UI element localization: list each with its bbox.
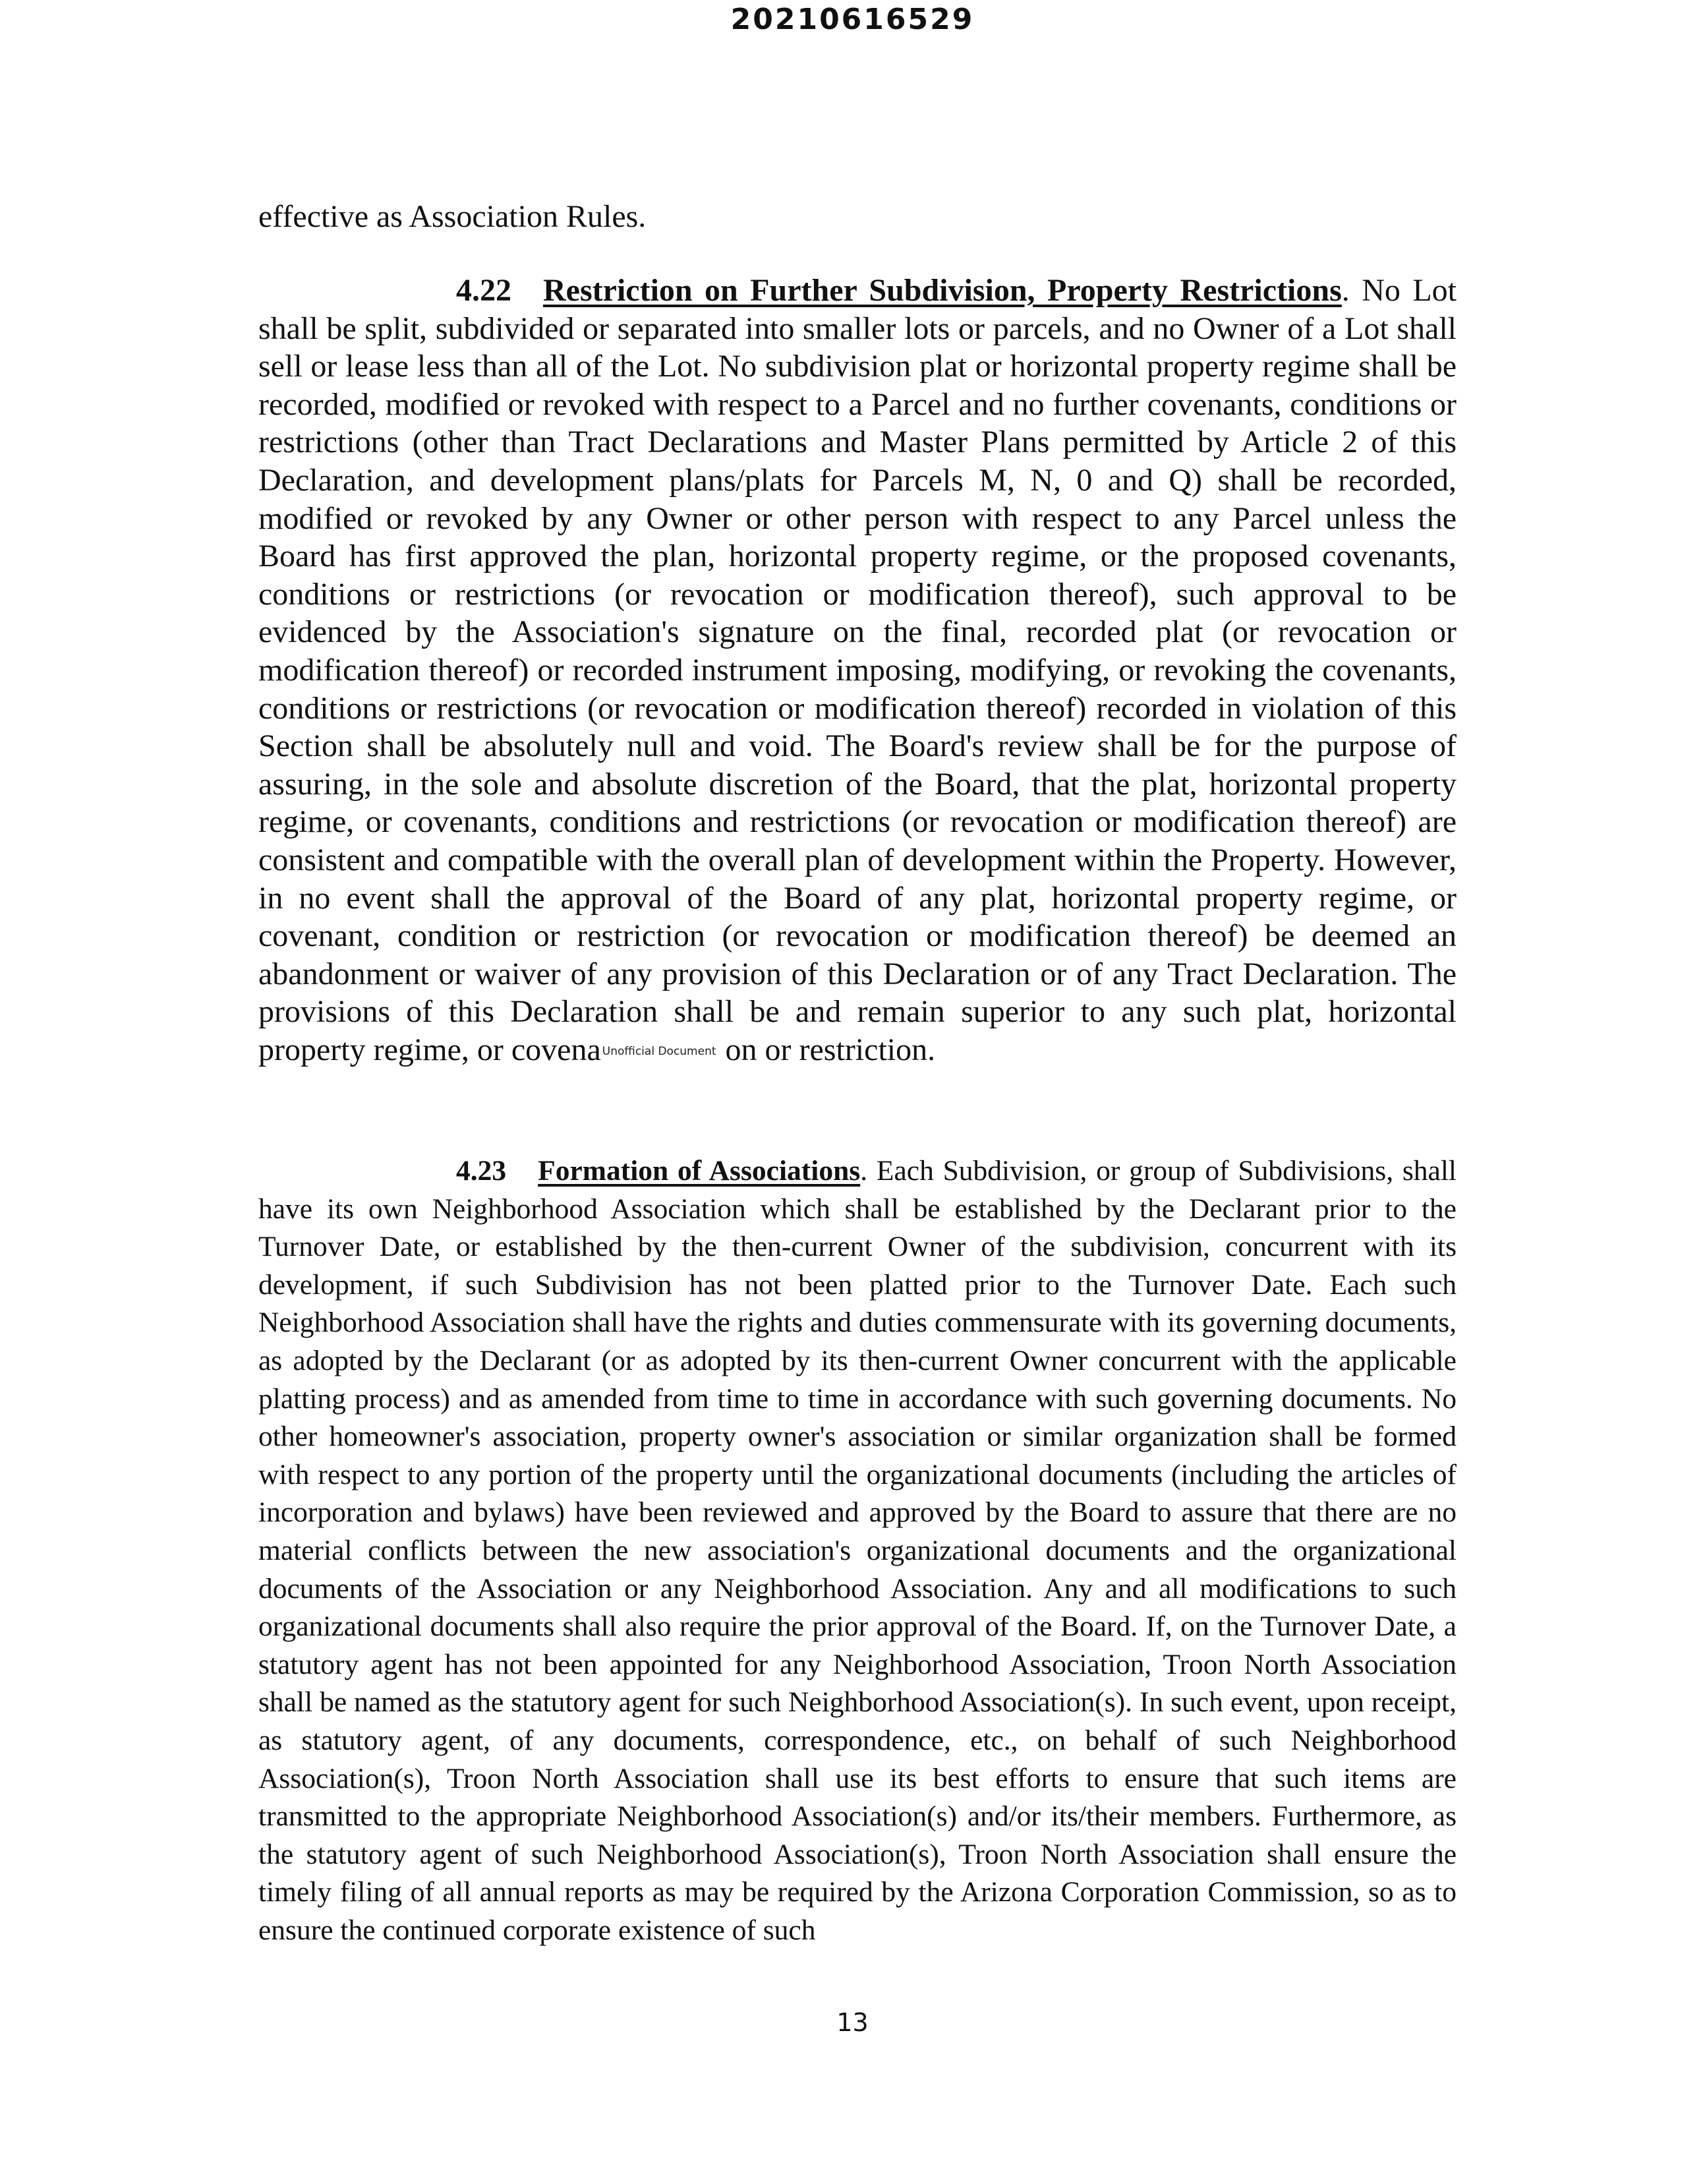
document-number: 20210616529 [730, 3, 975, 36]
section-4-23 [258, 1152, 1457, 1949]
section-number: 4.22 [456, 273, 511, 308]
section-title-punct: . [860, 1155, 868, 1187]
section-text-end: on or restriction. [725, 1032, 936, 1067]
section-4-22 [258, 272, 1457, 1069]
paragraph-lead: effective as Association Rules. [258, 199, 647, 234]
section-text: Each Subdivision, or group of Subdivisions, shall have its own Neighborhood Association which shall be established by the Declarant prior to the Turnover Date, or established by the then-current Owner of the subdivision, concurrent with its development, if such Subdivision has not been platted prior to the Turnover Date. Each such Neighborhood Association shall have the rights and duties commensurate with its governing documents, as adopted by the Declarant (or as adopted by its then-current Owner concurrent with the applicable platting process) and as amended from time to time in accordance with such governing documents. No other homeowner's association, property owner's association or similar organization shall be formed with respect to any portion of the property until the organizational documents (including the articles of incorporation and bylaws) have been reviewed and approved by the Board to assure that there are no material conflicts between the new association's organizational documents and the organizational documents of the Association or any Neighborhood Association. Any and all modifications to such organizational documents shall also require the prior approval of the Board. If, on the Turnover Date, a statutory agent has not been appointed for any Neighborhood Association, Troon North Association shall be named as the statutory agent for such Neighborhood Association(s). In such event, upon receipt, as statutory agent, of any documents, correspondence, etc., on behalf of such Neighborhood Association(s), Troon North Association shall use its best efforts to ensure that such items are transmitted to the appropriate Neighborhood Association(s) and/or its/their members. Furthermore, as the statutory agent of such Neighborhood Association(s), Troon North Association shall ensure the timely filing of all annual reports as may be required by the Arizona Corporation Commission, so as to ensure the continued corporate existence of such [258, 1155, 1457, 1946]
section-text: No Lot shall be split, subdivided or separated into smaller lots or parcels, and no Owner of a Lot shall sell or lease less than all of the Lot. No subdivision plat or horizontal property regime shall be recorded, modified or revoked with respect to a Parcel and no further covenants, conditions or restrictions (other than Tract Declarations and Master Plans permitted by Article 2 of this Declaration, and development plans/plats for Parcels M, N, 0 and Q) shall be recorded, modified or revoked by any Owner or other person with respect to any Parcel unless the Board has first approved the plan, horizontal property regime, or the proposed covenants, conditions or restrictions (or revocation or modification thereof), such approval to be evidenced by the Association's signature on the final, recorded plat (or revocation or modification thereof) or recorded instrument imposing, modifying, or revoking the covenants, conditions or restrictions (or revocation or modification thereof) recorded in violation of this Section shall be absolutely null and void. The Board's review shall be for the purpose of assuring, in the sole and absolute discretion of the Board, that the plat, horizontal property regime, or covenants, conditions and restrictions (or revocation or modification thereof) are consistent and compatible with the overall plan of development within the Property. However, in no event shall the approval of the Board of any plat, horizontal property regime, or covenant, condition or restriction (or revocation or modification thereof) be deemed an abandonment or waiver of any provision of this Declaration or of any Tract Declaration. The provisions of this Declaration shall be and remain superior to any such plat, horizontal property regime, or covena [258, 273, 1457, 1067]
section-title: Restriction on Further Subdivision, Property Restrictions [543, 273, 1342, 308]
page-number: 13 [836, 2008, 869, 2037]
section-title-punct: . [1341, 273, 1350, 308]
unofficial-document-watermark: Unofficial Document [602, 1044, 716, 1058]
section-title: Formation of Associations [538, 1155, 861, 1187]
section-number: 4.23 [456, 1155, 507, 1187]
